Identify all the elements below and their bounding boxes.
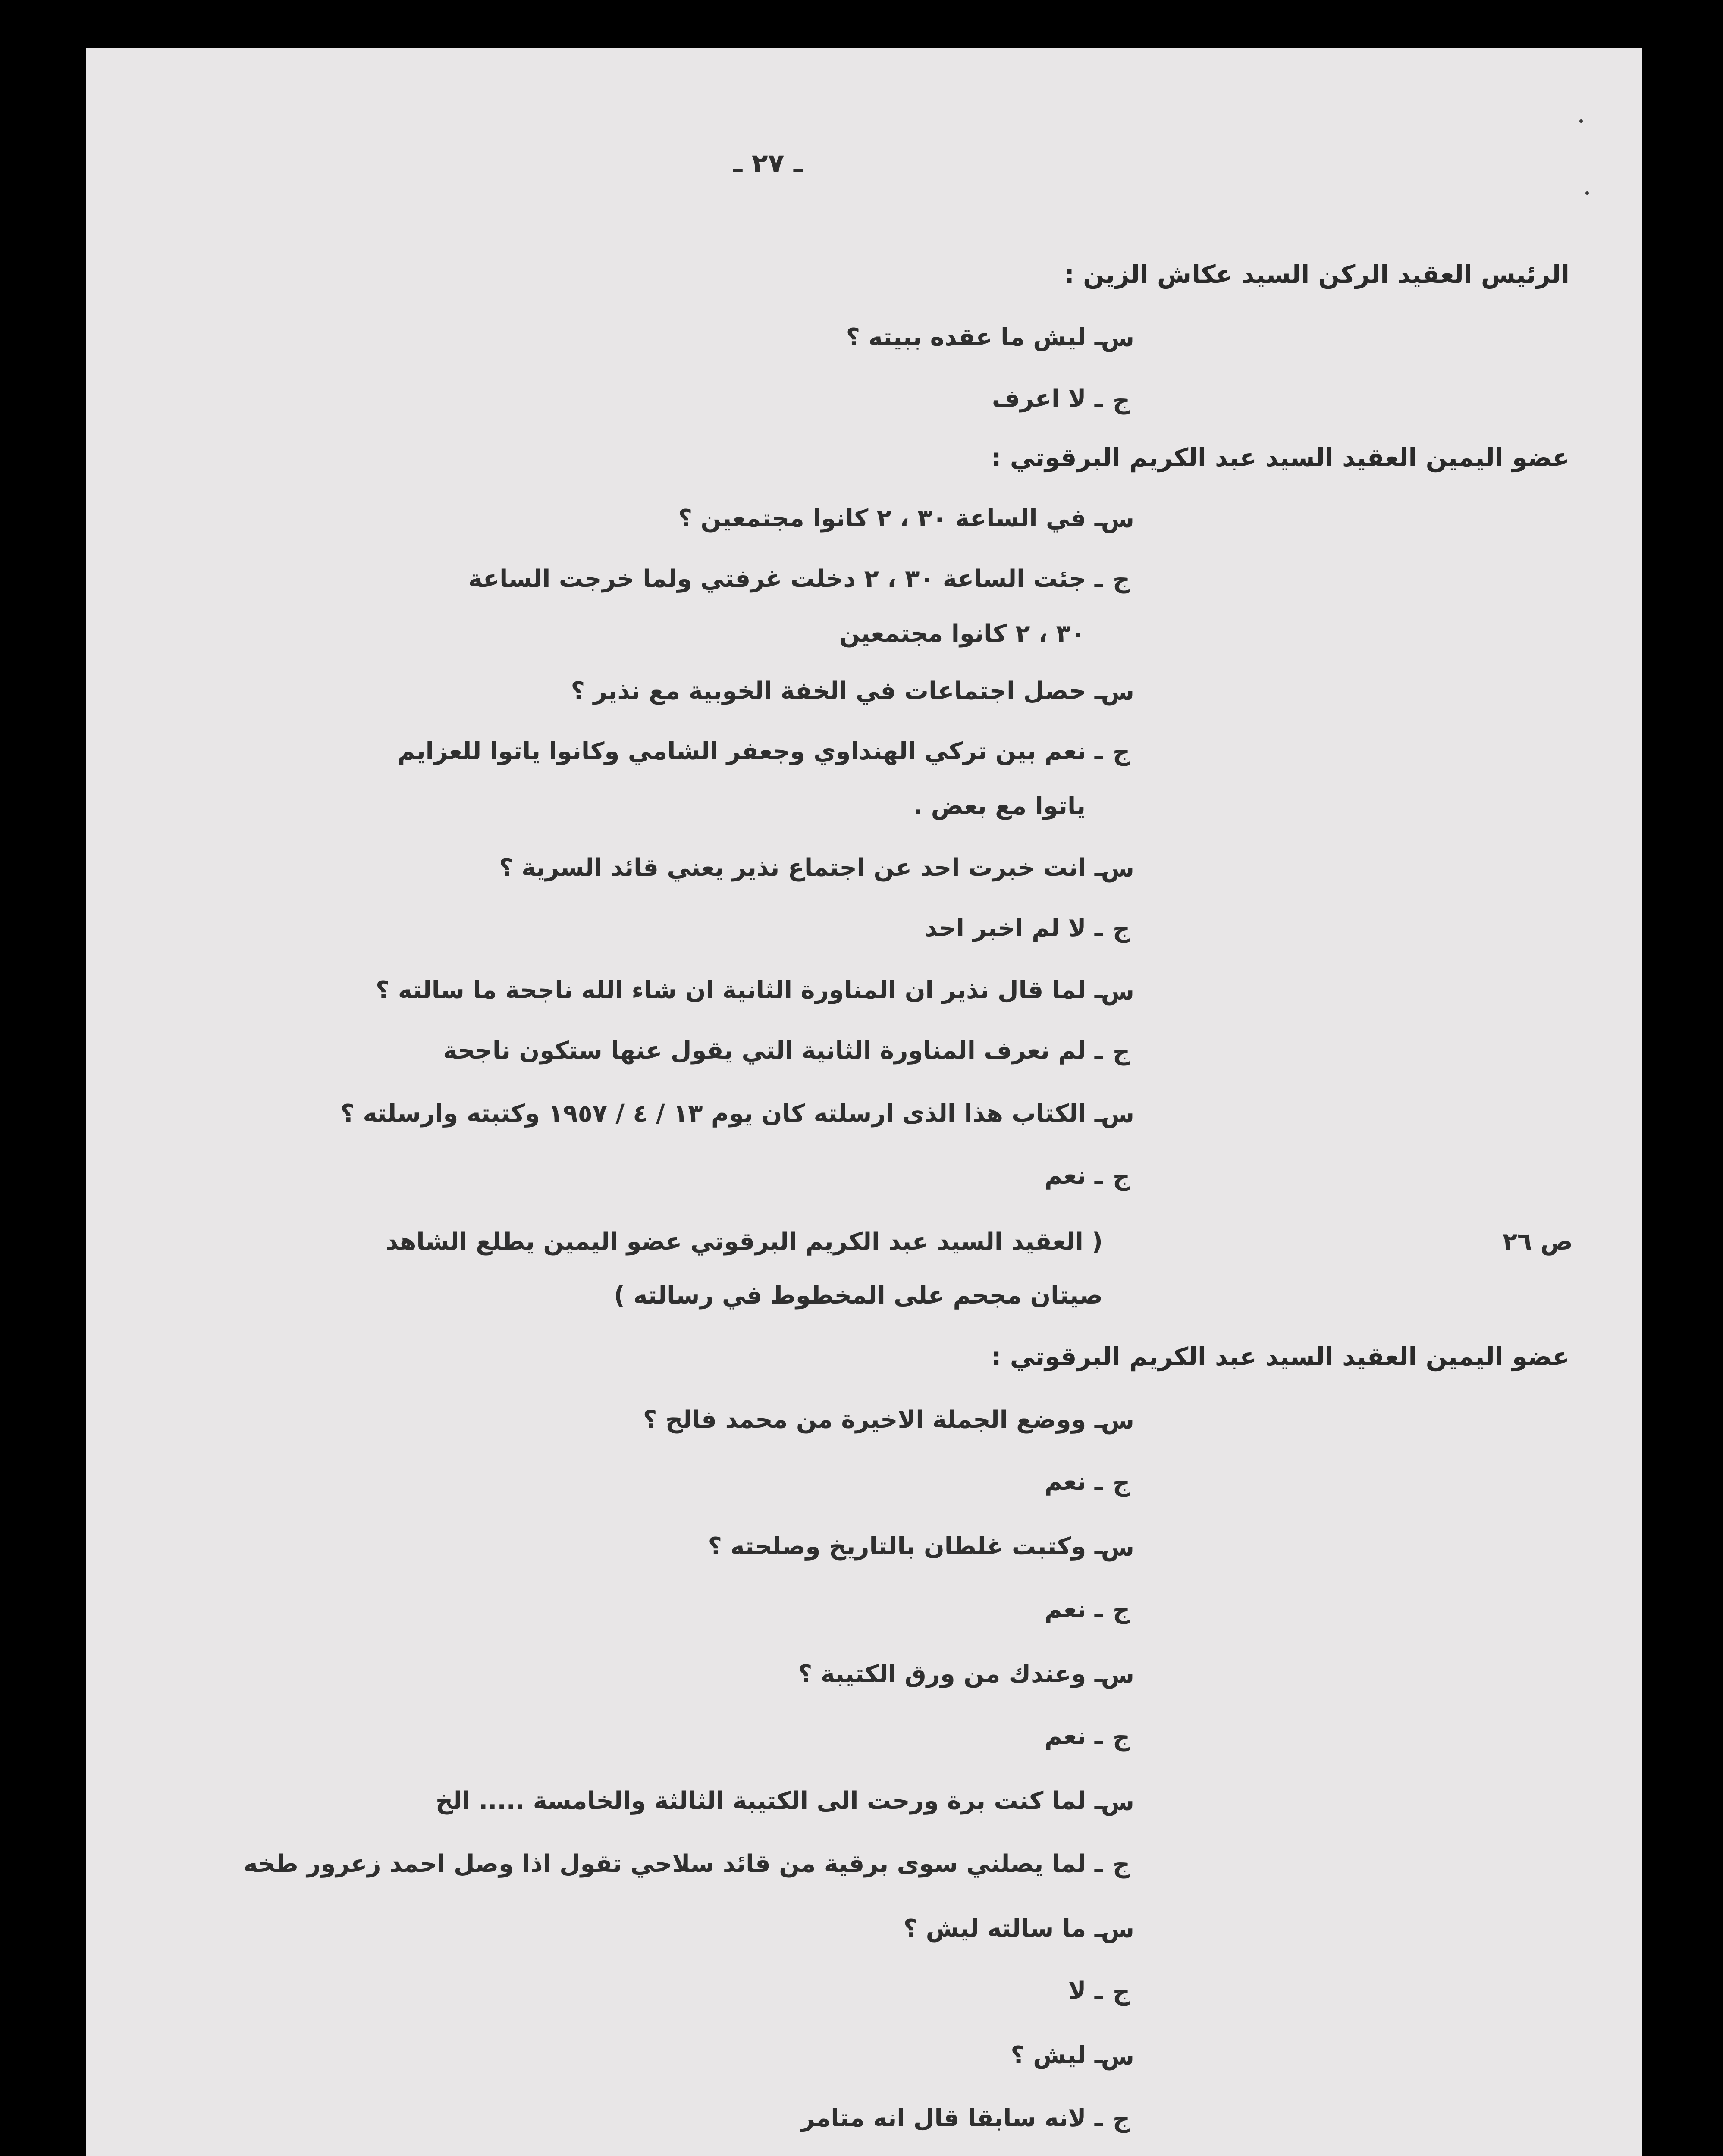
question-marker: س: [1101, 855, 1134, 883]
question-marker: س: [1101, 1407, 1134, 1435]
answer-text: ـ نعم: [1044, 1162, 1103, 1190]
answer-text: ـ لما يصلني سوى برقية من قائد سلاحي تقول اذا وصل احمد زعرور طخه: [243, 1850, 1103, 1878]
answer-text: ـ لم نعرف المناورة الثانية التي يقول عنها ستكون ناجحة: [443, 1037, 1103, 1065]
document-page: [86, 48, 1642, 2156]
answer-text: ـ نعم: [1044, 1722, 1103, 1750]
speaker-line: عضو اليمين العقيد السيد عبد الكريم البرقوتي :: [991, 443, 1569, 472]
speaker-line: الرئيس العقيد الركن السيد عكاش الزين :: [1064, 260, 1569, 289]
speck: [1585, 191, 1589, 195]
question-marker: س: [1101, 1788, 1134, 1816]
answer-marker: ج: [1112, 2105, 1130, 2133]
answer-marker: ج: [1112, 387, 1130, 415]
speck: [1579, 119, 1583, 123]
answer-marker: ج: [1112, 738, 1130, 766]
answer-text: ـ نعم: [1044, 1468, 1103, 1496]
question-marker: س: [1101, 505, 1134, 533]
answer-continuation: ٣٠ ، ٢ كانوا مجتمعين: [839, 620, 1086, 648]
question-marker: س: [1101, 1915, 1134, 1943]
answer-text: ـ نعم: [1044, 1595, 1103, 1623]
question-text: ـ ووضع الجملة الاخيرة من محمد فالح ؟: [643, 1406, 1103, 1434]
question-text: ـ انت خبرت احد عن اجتماع نذير يعني قائد السرية ؟: [499, 854, 1103, 882]
question-marker: س: [1101, 678, 1134, 706]
answer-marker: ج: [1112, 1163, 1130, 1191]
question-marker: س: [1101, 2043, 1134, 2071]
answer-marker: ج: [1112, 1851, 1130, 1879]
question-marker: س: [1101, 1661, 1134, 1689]
answer-text: ـ لا اعرف: [992, 385, 1103, 413]
question-text: ـ وكتبت غلطان بالتاريخ وصلحته ؟: [708, 1532, 1103, 1561]
question-text: ـ وعندك من ورق الكتيبة ؟: [798, 1660, 1103, 1688]
margin-page-reference: ص ٢٦: [1502, 1228, 1573, 1256]
question-marker: س: [1101, 324, 1134, 352]
answer-marker: ج: [1112, 1038, 1130, 1066]
answer-marker: ج: [1112, 566, 1130, 594]
answer-text: ـ لا لم اخبر احد: [925, 914, 1103, 942]
note-text: ( العقيد السيد عبد الكريم البرقوتي عضو اليمين يطلع الشاهد: [386, 1228, 1103, 1256]
question-text: ـ ما سالته ليش ؟: [903, 1915, 1103, 1943]
question-text: ـ الكتاب هذا الذى ارسلته كان يوم ١٣ / ٤ / ١٩٥٧ وكتبته وارسلته ؟: [340, 1100, 1103, 1128]
question-text: ـ ليش ؟: [1011, 2041, 1103, 2069]
answer-marker: ج: [1112, 915, 1130, 943]
question-marker: س: [1101, 1100, 1134, 1128]
answer-text: ـ لا: [1068, 1977, 1103, 2005]
question-marker: س: [1101, 1534, 1134, 1562]
answer-text: ـ جئت الساعة ٣٠ ، ٢ دخلت غرفتي ولما خرجت الساعة: [468, 565, 1103, 593]
answer-continuation: ياتوا مع بعض .: [913, 792, 1086, 820]
question-marker: س: [1101, 978, 1134, 1006]
answer-marker: ج: [1112, 1724, 1130, 1752]
answer-marker: ج: [1112, 1469, 1130, 1497]
answer-marker: ج: [1112, 1596, 1130, 1624]
answer-text: ـ نعم بين تركي الهنداوي وجعفر الشامي وكانوا ياتوا للعزايم: [397, 737, 1103, 765]
note-continuation: صيتان مجحم على المخطوط في رسالته ): [614, 1282, 1103, 1310]
answer-marker: ج: [1112, 1978, 1130, 2006]
speaker-line: عضو اليمين العقيد السيد عبد الكريم البرقوتي :: [991, 1342, 1569, 1371]
question-text: ـ حصل اجتماعات في الخفة الخوبية مع نذير ؟: [571, 677, 1103, 705]
question-text: ـ لما قال نذير ان المناورة الثانية ان شاء الله ناجحة ما سالته ؟: [375, 976, 1103, 1004]
question-text: ـ في الساعة ٣٠ ، ٢ كانوا مجتمعين ؟: [678, 505, 1103, 533]
question-text: ـ لما كنت برة ورحت الى الكتيبة الثالثة والخامسة ..... الخ: [435, 1787, 1103, 1815]
question-text: ـ ليش ما عقده ببيته ؟: [846, 323, 1103, 351]
answer-text: ـ لانه سابقا قال انه متامر: [800, 2104, 1103, 2132]
page-number: ـ ٢٧ ـ: [733, 147, 803, 179]
